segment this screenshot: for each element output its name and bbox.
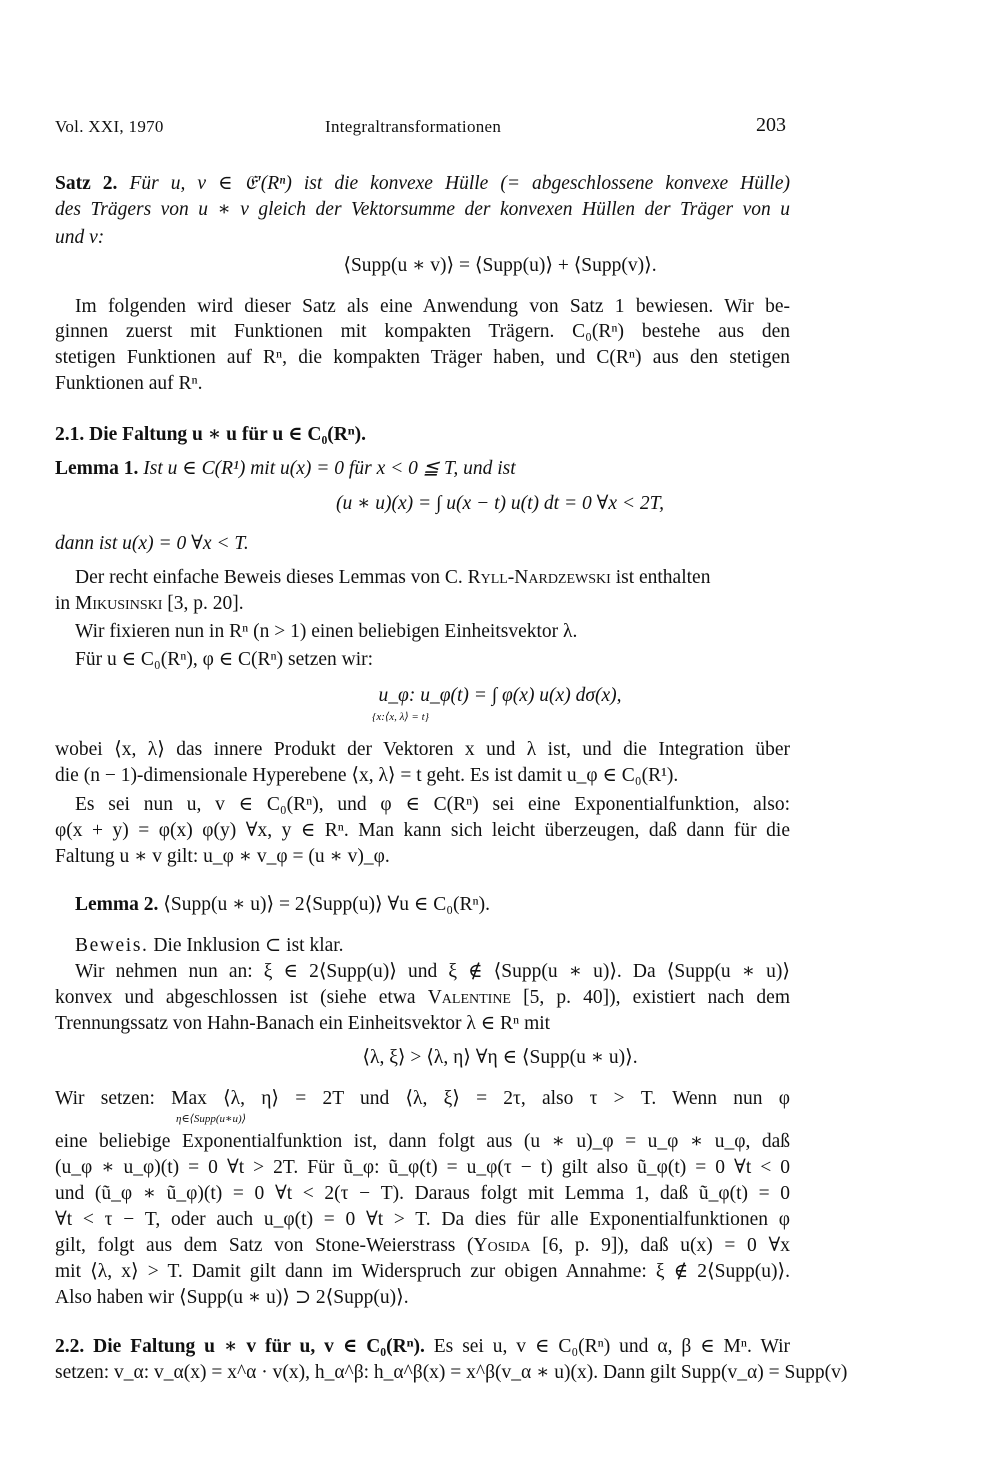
wobei-line-2: die (n − 1)-dimensionale Hyperebene ⟨x, λ⟩ = t geht. Es ist damit u_φ ∈ C₀(R¹). xyxy=(55,765,679,786)
satz2-line-2: des Trägers von u ∗ v gleich der Vektorsumme der konvexen Hüllen der Träger von u xyxy=(55,199,790,220)
max-subscript: η∈⟨Supp(u∗u)⟩ xyxy=(176,1113,246,1125)
satz2-text-1: Für u, v ∈ 𝔈′(Rⁿ) ist die konvexe Hülle (= abgeschlossene konvexe Hülle) xyxy=(129,173,790,194)
beweis-line-9: ∀t < τ − T, oder auch u_φ(t) = 0 ∀t > T. Da dies für alle Exponentialfunktionen φ xyxy=(55,1209,790,1230)
beweis-line-5: Wir setzen: Max ⟨λ, η⟩ = 2T und ⟨λ, ξ⟩ = 2τ, also τ > T. Wenn nun φ xyxy=(55,1088,790,1109)
intro-line-1: Im folgenden wird dieser Satz als eine Anwendung von Satz 1 bewiesen. Wir be- xyxy=(75,296,790,317)
beweis-line-1 xyxy=(75,934,790,958)
beweis-line-11: mit ⟨λ, x⟩ > T. Damit gilt dann im Widerspruch zur obigen Annahme: ξ ∉ 2⟨Supp(u)⟩. xyxy=(55,1261,790,1282)
beweis-text-1: Die Inklusion ⊂ ist klar. xyxy=(148,935,344,956)
proof-ref-text-c: in xyxy=(55,593,76,614)
wobei-line-5: Faltung u ∗ v gilt: u_φ ∗ v_φ = (u ∗ v)_φ. xyxy=(55,846,390,867)
lemma1-statement: Ist u ∈ C(R¹) mit u(x) = 0 für x < 0 ≦ T, und ist xyxy=(143,458,516,479)
wobei-line-3: Es sei nun u, v ∈ C₀(Rⁿ), und φ ∈ C(Rⁿ) sei eine Exponentialfunktion, also: xyxy=(75,794,790,815)
author-mikusinski: Mikusinski xyxy=(75,593,163,614)
beweis-text-3b: [5, p. 40]), existiert nach dem xyxy=(511,987,790,1008)
author-ryll-nardzewski: Ryll-Nardzewski xyxy=(467,567,611,588)
proof-ref-text-d: [3, p. 20]. xyxy=(162,593,244,614)
beweis-formula: ⟨λ, ξ⟩ > ⟨λ, η⟩ ∀η ∈ ⟨Supp(u ∗ u)⟩. xyxy=(362,1047,638,1068)
lemma1-line-1 xyxy=(55,457,790,481)
fix-formula-subscript: {x:⟨x, λ⟩ = t} xyxy=(372,711,430,723)
lemma1-formula: (u ∗ u)(x) = ∫ u(x − t) u(t) dt = 0 ∀x < 2T, xyxy=(336,493,664,514)
author-valentine: Valentine xyxy=(427,987,511,1008)
proof-ref-line-2 xyxy=(55,592,790,616)
proof-ref-line-1 xyxy=(75,566,790,590)
running-title: Integraltransformationen xyxy=(325,117,502,136)
section-2-1-heading: 2.1. Die Faltung u ∗ u für u ∈ C₀(Rⁿ). xyxy=(55,424,367,445)
lemma2-label: Lemma 2. xyxy=(75,894,159,915)
lemma2-line xyxy=(75,893,790,917)
section-2-2-heading: 2.2. Die Faltung u ∗ v für u, v ∈ C₀(Rⁿ). xyxy=(55,1336,425,1357)
page-number: 203 xyxy=(756,114,786,136)
fix-formula: u_φ: u_φ(t) = ∫ φ(x) u(x) dσ(x), xyxy=(378,685,622,706)
beweis-text-10a: gilt, folgt aus dem Satz von Stone-Weierstrass ( xyxy=(55,1235,474,1256)
wobei-line-4: φ(x + y) = φ(x) φ(y) ∀x, y ∈ Rⁿ. Man kann sich leicht überzeugen, daß dann für die xyxy=(55,820,790,841)
lemma2-statement: ⟨Supp(u ∗ u)⟩ = 2⟨Supp(u)⟩ ∀u ∈ C₀(Rⁿ). xyxy=(163,894,491,915)
lemma1-label: Lemma 1. xyxy=(55,458,139,479)
intro-line-2: ginnen zuerst mit Funktionen mit kompakten Trägern. C₀(Rⁿ) bestehe aus den xyxy=(55,321,790,342)
beweis-label: Beweis. xyxy=(75,935,149,956)
proof-ref-text-b: ist enthalten xyxy=(610,567,711,588)
lemma1-conclusion: dann ist u(x) = 0 ∀x < T. xyxy=(55,533,249,554)
section-2-2-line-2: setzen: v_α: v_α(x) = x^α · v(x), h_α^β: h_α^β(x) = x^β(v_α ∗ u)(x). Dann gilt Supp(v_α) = Supp(v) xyxy=(55,1362,848,1383)
satz2-line-1 xyxy=(55,172,790,196)
beweis-line-3 xyxy=(55,986,790,1010)
wobei-line-1: wobei ⟨x, λ⟩ das innere Produkt der Vektoren x und λ ist, und die Integration über xyxy=(55,739,790,760)
beweis-line-7: (u_φ ∗ u_φ)(t) = 0 ∀t > 2T. Für ũ_φ: ũ_φ(t) = u_φ(τ − t) gilt also ũ_φ(t) = 0 ∀t < 0 xyxy=(55,1157,790,1178)
satz2-formula: ⟨Supp(u ∗ v)⟩ = ⟨Supp(u)⟩ + ⟨Supp(v)⟩. xyxy=(343,255,657,276)
fix-line-2: Für u ∈ C₀(Rⁿ), φ ∈ C(Rⁿ) setzen wir: xyxy=(75,649,374,670)
section-2-2-text-1: Es sei u, v ∈ C₀(Rⁿ) und α, β ∈ Mⁿ. Wir xyxy=(424,1336,791,1357)
beweis-line-12: Also haben wir ⟨Supp(u ∗ u)⟩ ⊃ 2⟨Supp(u)⟩. xyxy=(55,1287,409,1308)
fix-line-1: Wir fixieren nun in Rⁿ (n > 1) einen beliebigen Einheitsvektor λ. xyxy=(75,621,578,642)
beweis-text-10b: [6, p. 9]), daß u(x) = 0 ∀x xyxy=(530,1235,790,1256)
author-yosida: Yosida xyxy=(473,1235,531,1256)
beweis-line-4: Trennungssatz von Hahn-Banach ein Einheitsvektor λ ∈ Rⁿ mit xyxy=(55,1013,551,1034)
beweis-line-2: Wir nehmen nun an: ξ ∈ 2⟨Supp(u)⟩ und ξ ∉ ⟨Supp(u ∗ u)⟩. Da ⟨Supp(u ∗ u)⟩ xyxy=(75,961,790,982)
satz2-label: Satz 2. xyxy=(55,173,118,194)
beweis-line-8: und (ũ_φ ∗ ũ_φ)(t) = 0 ∀t < 2(τ − T). Daraus folgt mit Lemma 1, daß ũ_φ(t) = 0 xyxy=(55,1183,790,1204)
beweis-line-6: eine beliebige Exponentialfunktion ist, dann folgt aus (u ∗ u)_φ = u_φ ∗ u_φ, daß xyxy=(55,1131,790,1152)
proof-ref-text-a: Der recht einfache Beweis dieses Lemmas von C. xyxy=(75,567,468,588)
section-2-2-line-1 xyxy=(55,1335,790,1359)
beweis-line-10 xyxy=(55,1234,790,1258)
intro-line-3: stetigen Funktionen auf Rⁿ, die kompakten Träger haben, und C(Rⁿ) aus den stetigen xyxy=(55,347,790,368)
intro-line-4: Funktionen auf Rⁿ. xyxy=(55,373,203,394)
volume-label: Vol. XXI, 1970 xyxy=(55,117,164,136)
satz2-line-3: und v: xyxy=(55,227,105,248)
beweis-text-3a: konvex und abgeschlossen ist (siehe etwa xyxy=(55,987,428,1008)
